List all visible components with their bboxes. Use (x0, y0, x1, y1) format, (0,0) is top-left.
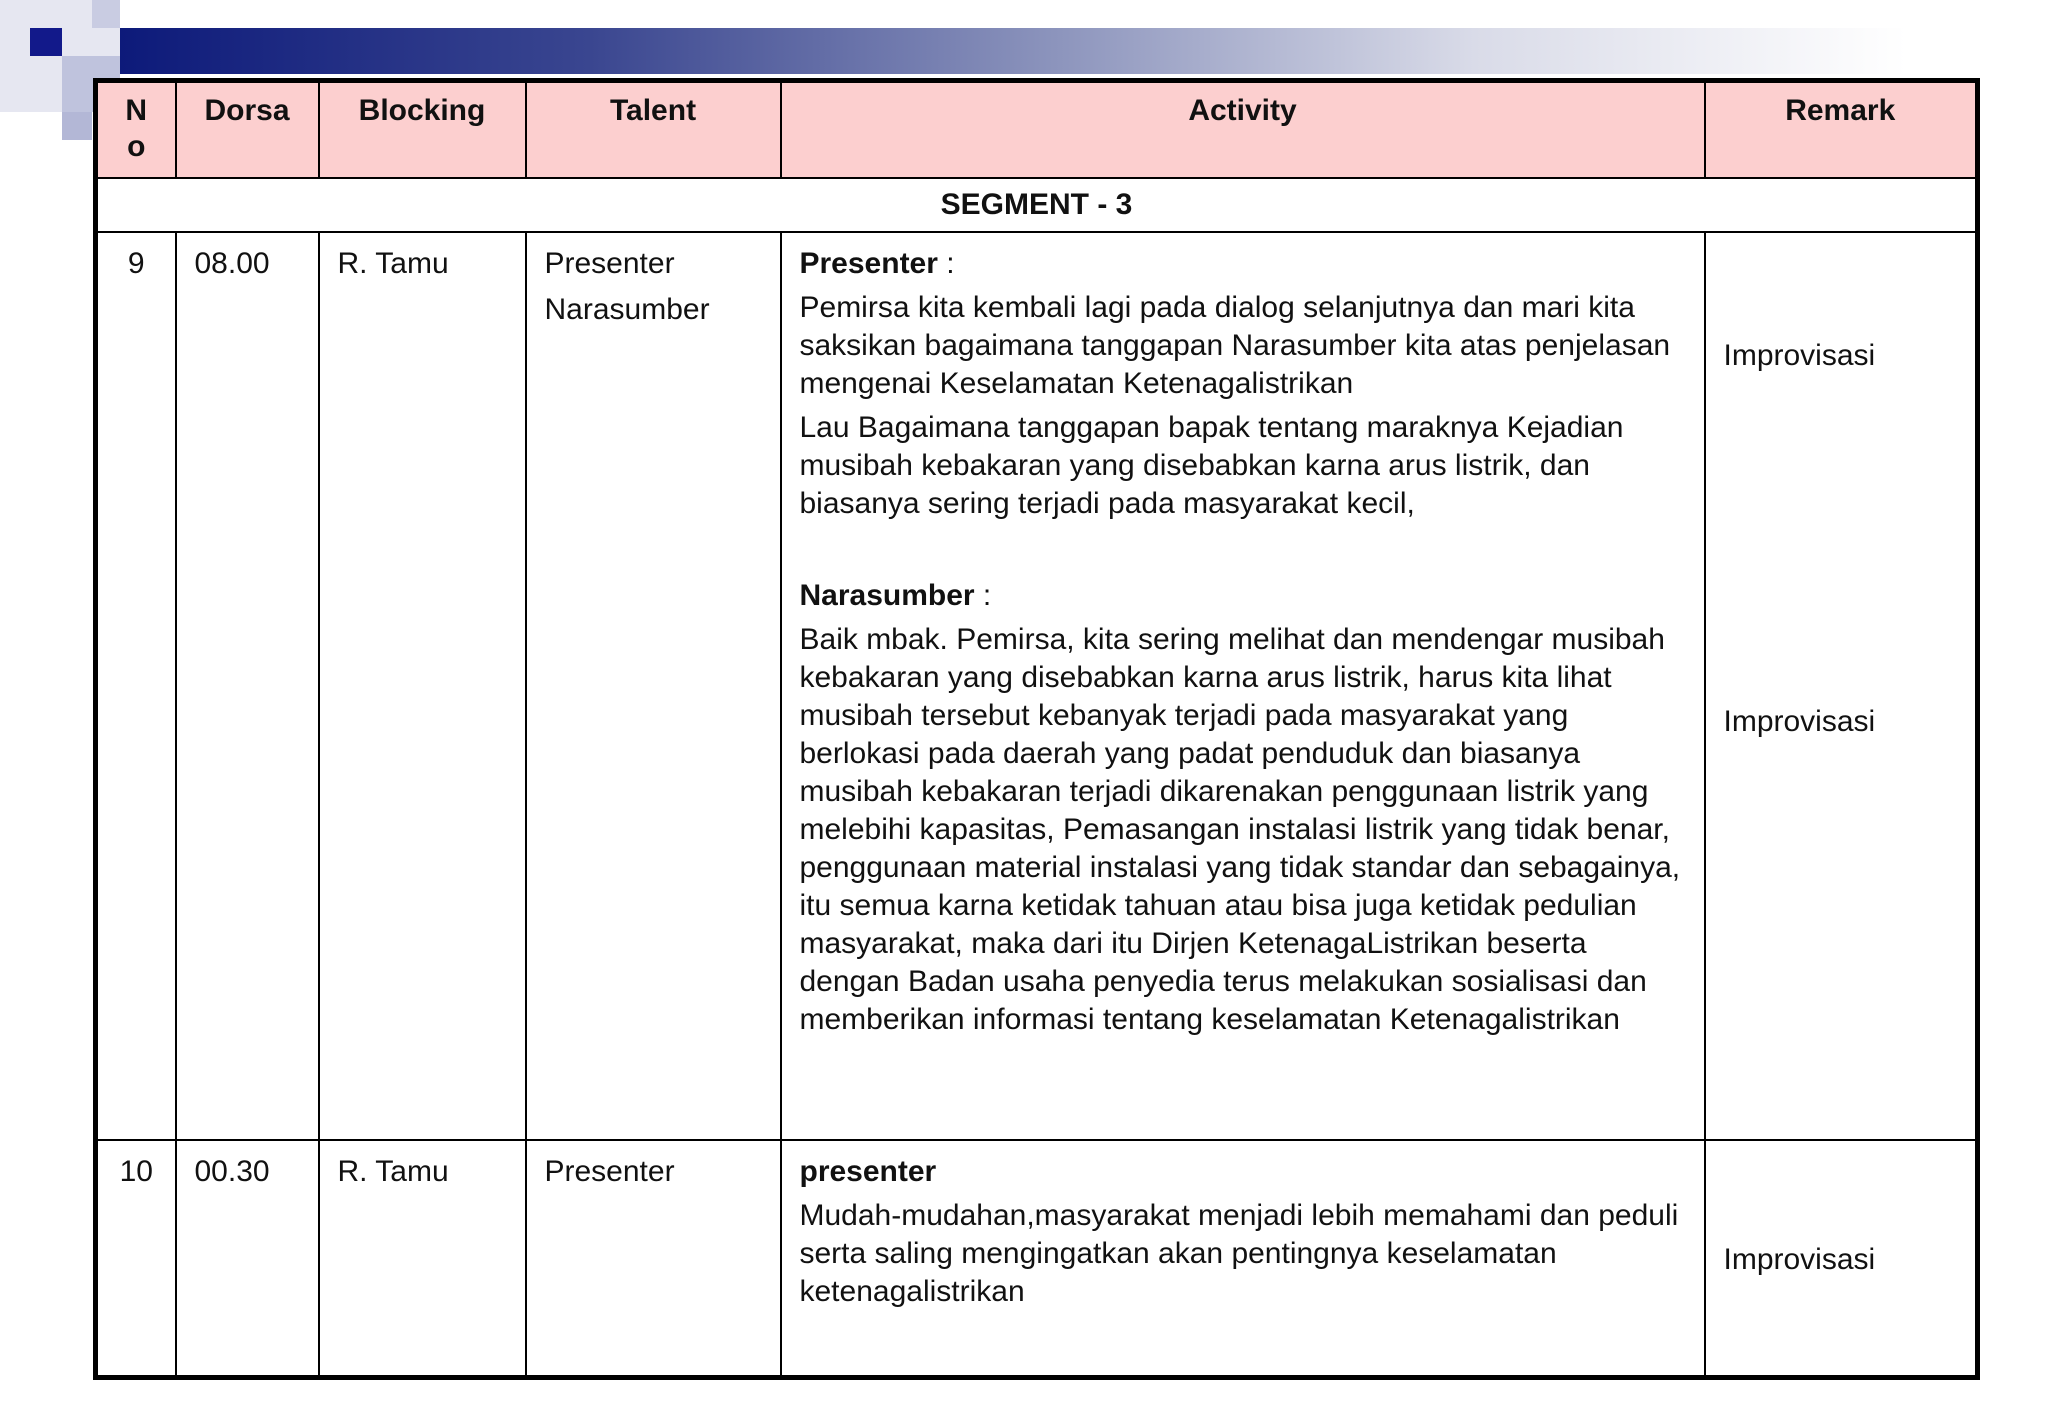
speaker-label: Narasumber (799, 579, 975, 612)
talent-item: Narasumber (544, 293, 710, 326)
row-talent (526, 1140, 781, 1378)
row-remark (1705, 1140, 1978, 1378)
speaker-label: Presenter (799, 247, 938, 280)
row-activity (781, 232, 1705, 1140)
header-remark: Remark (1705, 81, 1978, 179)
header-blocking: Blocking (319, 81, 526, 179)
segment-row (96, 178, 1978, 232)
header-activity: Activity (781, 81, 1705, 179)
header-no: N o (96, 81, 176, 179)
talent-item: Presenter (544, 1155, 675, 1188)
header-talent: Talent (526, 81, 781, 179)
header-dorsa: Dorsa (176, 81, 319, 179)
row-blocking: R. Tamu (319, 232, 526, 1140)
activity-paragraph: Mudah-mudahan,masyarakat menjadi lebih memahami dan peduli serta saling mengingatkan akan pentingnya keselamatan ketenagalistrikan (799, 1199, 1679, 1308)
row-no: 10 (96, 1140, 176, 1378)
row-dorsa: 00.30 (176, 1140, 319, 1378)
row-dorsa: 08.00 (176, 232, 319, 1140)
speaker-heading (800, 577, 1686, 615)
row-blocking: R. Tamu (319, 1140, 526, 1378)
speaker-heading (800, 245, 1686, 283)
row-no: 9 (96, 232, 176, 1140)
table-row (96, 1140, 1978, 1378)
speaker-colon: : (974, 579, 992, 612)
decor-square (30, 28, 62, 56)
decor-square (92, 0, 120, 28)
table-row (96, 232, 1978, 1140)
activity-paragraph: Lau Bagaimana tanggapan bapak tentang maraknya Kejadian musibah kebakaran yang disebabkan karna arus listrik, dan biasanya sering terjadi pada masyarakat kecil, (799, 411, 1624, 520)
remark-text: Improvisasi (1723, 1243, 1876, 1276)
row-activity (781, 1140, 1705, 1378)
speaker-colon: : (937, 247, 955, 280)
row-remark (1705, 232, 1978, 1140)
talent-item: Presenter (544, 247, 675, 280)
activity-paragraph: Pemirsa kita kembali lagi pada dialog selanjutnya dan mari kita saksikan bagaimana tanggapan Narasumber kita atas penjelasan mengenai Keselamatan Ketenagalistrikan (799, 291, 1671, 400)
segment-title: SEGMENT - 3 (96, 178, 1978, 232)
speaker-label: presenter (799, 1155, 937, 1188)
remark-text: Improvisasi (1723, 339, 1876, 372)
remark-text: Improvisasi (1723, 705, 1876, 738)
script-table (93, 78, 1980, 1380)
header-row (96, 81, 1978, 179)
activity-paragraph: Baik mbak. Pemirsa, kita sering melihat dan mendengar musibah kebakaran yang disebabkan karna arus listrik, harus kita lihat musibah tersebut kebanyak terjadi pada masyarakat yang berlokasi pada daerah yang padat penduduk dan biasanya musibah kebakaran terjadi dikarenakan penggunaan listrik yang melebihi kapasitas, Pemasangan instalasi listrik yang tidak benar, penggunaan material instalasi yang tidak standar dan sebagainya, itu semua karna ketidak tahuan atau bisa juga ketidak pedulian masyarakat, maka dari itu Dirjen KetenagaListrikan beserta dengan Badan usaha penyedia terus melakukan sosialisasi dan memberikan informasi tentang keselamatan Ketenagalistrikan (799, 623, 1681, 1036)
header-gradient-bar (120, 28, 2000, 74)
decor-square (62, 112, 92, 140)
row-talent (526, 232, 781, 1140)
